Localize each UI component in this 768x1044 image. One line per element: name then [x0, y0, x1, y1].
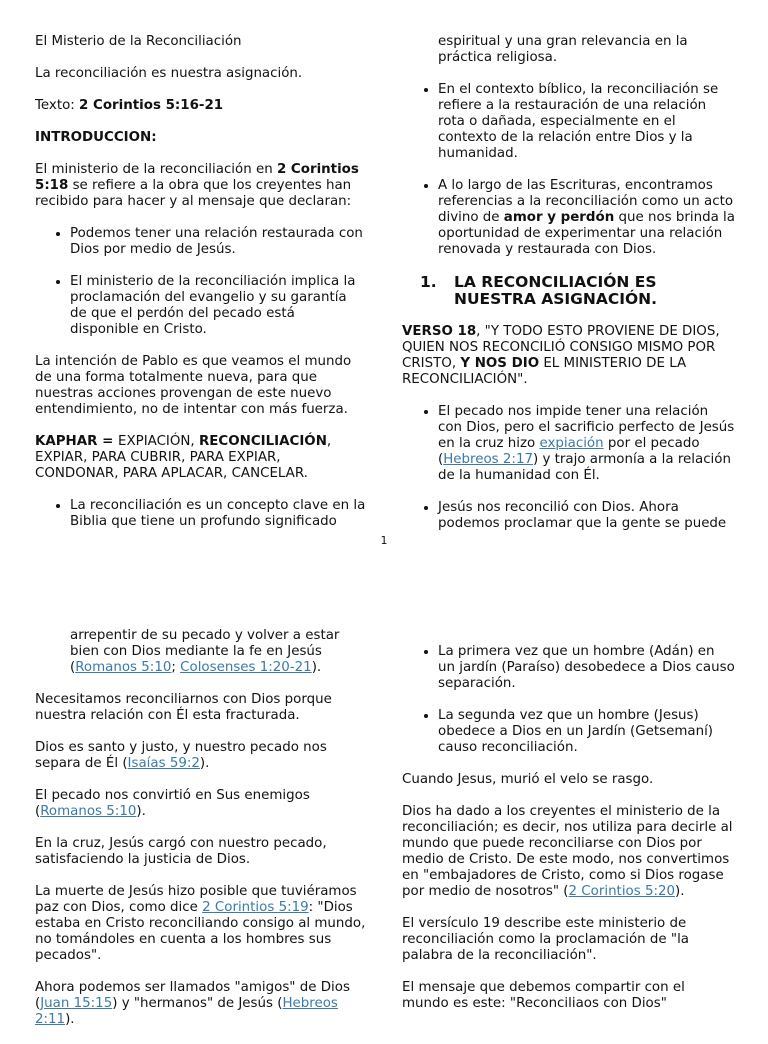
paragraph-ministry: [35, 162, 367, 210]
text-span: por el pecado (: [438, 436, 700, 467]
text-span: EXPIACIÓN,: [117, 434, 199, 449]
text-span: ) y trajo armonía a la relación de la humanidad con Él.: [438, 452, 731, 483]
list-item-continuation: espiritual y una gran relevancia en la práctica religiosa.: [438, 34, 688, 65]
paragraph-kaphar: [35, 434, 367, 482]
paragraph: [35, 740, 367, 772]
text-span: Dios es santo y justo, y nuestro pecado nos separa de Él (: [35, 740, 327, 771]
page1-right-column: [402, 34, 735, 548]
paragraph: El versículo 19 describe este ministerio de reconciliación como la proclamación de "la palabra de la reconciliación".: [402, 916, 690, 963]
text-reference: [35, 98, 367, 114]
texto-ref: 2 Corintios 5:16-21: [79, 98, 224, 113]
document-page-2: [0, 560, 768, 1027]
intro-heading-text: INTRODUCCION:: [35, 130, 157, 145]
text-span: arrepentir de su pecado y volver a estar bien con Dios mediante la fe en Jesús (: [70, 628, 340, 675]
bullet-list: [402, 644, 735, 756]
section-number: 1.: [420, 273, 437, 291]
document-subtitle: La reconciliación es nuestra asignación.: [35, 66, 303, 81]
text-span: ).: [311, 660, 322, 675]
link-hebreos-2-17[interactable]: Hebreos 2:17: [443, 452, 533, 467]
page2-right-column: [402, 644, 735, 1028]
text-span: ;: [171, 660, 181, 675]
link-romanos-5-10[interactable]: Romanos 5:10: [40, 804, 137, 819]
text-span: El pecado nos convirtió en Sus enemigos (: [35, 788, 310, 819]
bullet-list: [402, 82, 735, 258]
paragraph: En la cruz, Jesús cargó con nuestro pecado, satisfaciendo la justicia de Dios.: [35, 836, 327, 867]
bullet-list: [35, 226, 367, 338]
bold-term: Y NOS DIO: [460, 356, 540, 371]
intro-heading: [35, 130, 367, 146]
text-span: Dios ha dado a los creyentes el ministerio de la reconciliación; es decir, nos utiliza para decirle al mundo que puede reconciliarse con Dios por medio de Cristo. De este modo, nos convertimos en "embajadores de Cristo, como si Dios rogase por medio de nosotros" (: [402, 804, 733, 899]
list-item: • La reconciliación es un concepto clave en la Biblia que tiene un profundo significado: [70, 498, 367, 530]
link-romanos-5-10[interactable]: Romanos 5:10: [75, 660, 172, 675]
bullet-list: [35, 498, 367, 530]
list-item: [438, 404, 735, 484]
bold-term: RECONCILIACIÓN: [198, 434, 327, 449]
paragraph: [35, 884, 367, 964]
text-span: ).: [65, 1012, 75, 1027]
text-span: ).: [199, 756, 210, 771]
paragraph: Necesitamos reconciliarnos con Dios porque nuestra relación con Él esta fracturada.: [35, 692, 332, 723]
text-span: La muerte de Jesús hizo posible que tuviéramos paz con Dios, como dice: [35, 884, 357, 915]
list-item: • La segunda vez que un hombre (Jesus) obedece a Dios en un Jardín (Getsemaní) causo reconciliación.: [438, 708, 735, 756]
list-item: [438, 178, 735, 258]
list-item: • En el contexto bíblico, la reconciliación se refiere a la restauración de una relación rota o dañada, especialmente en el contexto de la relación entre Dios y la humanidad.: [438, 82, 735, 162]
paragraph: [35, 980, 367, 1028]
paragraph: [402, 804, 735, 900]
text-span: El ministerio de la reconciliación en: [35, 162, 277, 177]
list-item: • La primera vez que un hombre (Adán) en un jardín (Paraíso) desobedece a Dios causo separación.: [438, 644, 735, 692]
link-hebreos-2-11[interactable]: Hebreos 2:11: [35, 996, 338, 1027]
paragraph-intention: La intención de Pablo es que veamos el mundo de una forma totalmente nueva, para que nuestras acciones provengan de este nuevo entendimiento, no de intentar con más fuerza.: [35, 354, 352, 417]
section-heading-text: LA RECONCILIACIÓN ES NUESTRA ASIGNACIÓN.: [454, 273, 658, 308]
paragraph-verse: [402, 324, 735, 388]
verse-label: VERSO 18: [402, 324, 477, 339]
text-span: que nos brinda la oportunidad de experimentar una relación renovada y restaurada con Dios.: [438, 210, 735, 257]
link-juan-15-15[interactable]: Juan 15:15: [40, 996, 113, 1011]
kaphar-term: KAPHAR =: [35, 434, 118, 449]
list-item: • Jesús nos reconcilió con Dios. Ahora podemos proclamar que la gente se puede: [438, 500, 735, 532]
text-span: ).: [136, 804, 146, 819]
text-span: , EXPIAR, PARA CUBRIR, PARA EXPIAR, CONDONAR, PARA APLACAR, CANCELAR.: [35, 434, 332, 481]
page2-left-column: [35, 628, 367, 1044]
text-span: ).: [675, 884, 685, 899]
text-span: , "Y TODO ESTO PROVIENE DE DIOS, QUIEN NOS RECONCILIÓ CONSIGO MISMO POR CRISTO,: [402, 324, 720, 371]
link-isaias-59-2[interactable]: Isaías 59:2: [127, 756, 200, 771]
paragraph: Cuando Jesus, murió el velo se rasgo.: [402, 772, 654, 787]
text-span: EL MINISTERIO DE LA RECONCILIACIÓN".: [402, 356, 687, 387]
link-colosenses-1-20[interactable]: Colosenses 1:20-21: [180, 660, 312, 675]
list-item: • El ministerio de la reconciliación implica la proclamación del evangelio y su garantía de que el perdón del pecado está disponible en Cristo.: [70, 274, 367, 338]
text-span: El pecado nos impide tener una relación con Dios, pero el sacrificio perfecto de Jesús en la cruz hizo: [438, 404, 735, 451]
paragraph: [35, 788, 367, 820]
link-2-corintios-5-20[interactable]: 2 Corintios 5:20: [568, 884, 676, 899]
texto-label: Texto:: [35, 98, 80, 113]
text-span: Ahora podemos ser llamados "amigos" de Dios (: [35, 980, 350, 1011]
section-heading: [420, 274, 735, 308]
text-span: : "Dios estaba en Cristo reconciliando consigo al mundo, no tomándoles en cuenta a los hombres sus pecados".: [35, 900, 366, 963]
bold-term: amor y perdón: [503, 210, 615, 225]
list-item: • Podemos tener una relación restaurada con Dios por medio de Jesús.: [70, 226, 367, 258]
page1-left-column: [35, 34, 367, 546]
bold-reference: 2 Corintios 5:18: [35, 162, 359, 193]
document-title: El Misterio de la Reconciliación: [35, 34, 242, 49]
text-span: A lo largo de las Escrituras, encontramos referencias a la reconciliación como un acto divino de: [438, 178, 734, 225]
paragraph: El mensaje que debemos compartir con el mundo es este: "Reconciliaos con Dios": [402, 980, 685, 1011]
text-span: se refiere a la obra que los creyentes han recibido para hacer y al mensaje que declaran:: [35, 178, 352, 209]
link-expiacion[interactable]: expiación: [539, 436, 604, 451]
text-span: ) y "hermanos" de Jesús (: [112, 996, 283, 1011]
page-number: 1: [380, 534, 388, 547]
list-item-continuation: [35, 628, 367, 676]
link-2-corintios-5-19[interactable]: 2 Corintios 5:19: [202, 900, 309, 915]
bullet-list: [402, 404, 735, 532]
